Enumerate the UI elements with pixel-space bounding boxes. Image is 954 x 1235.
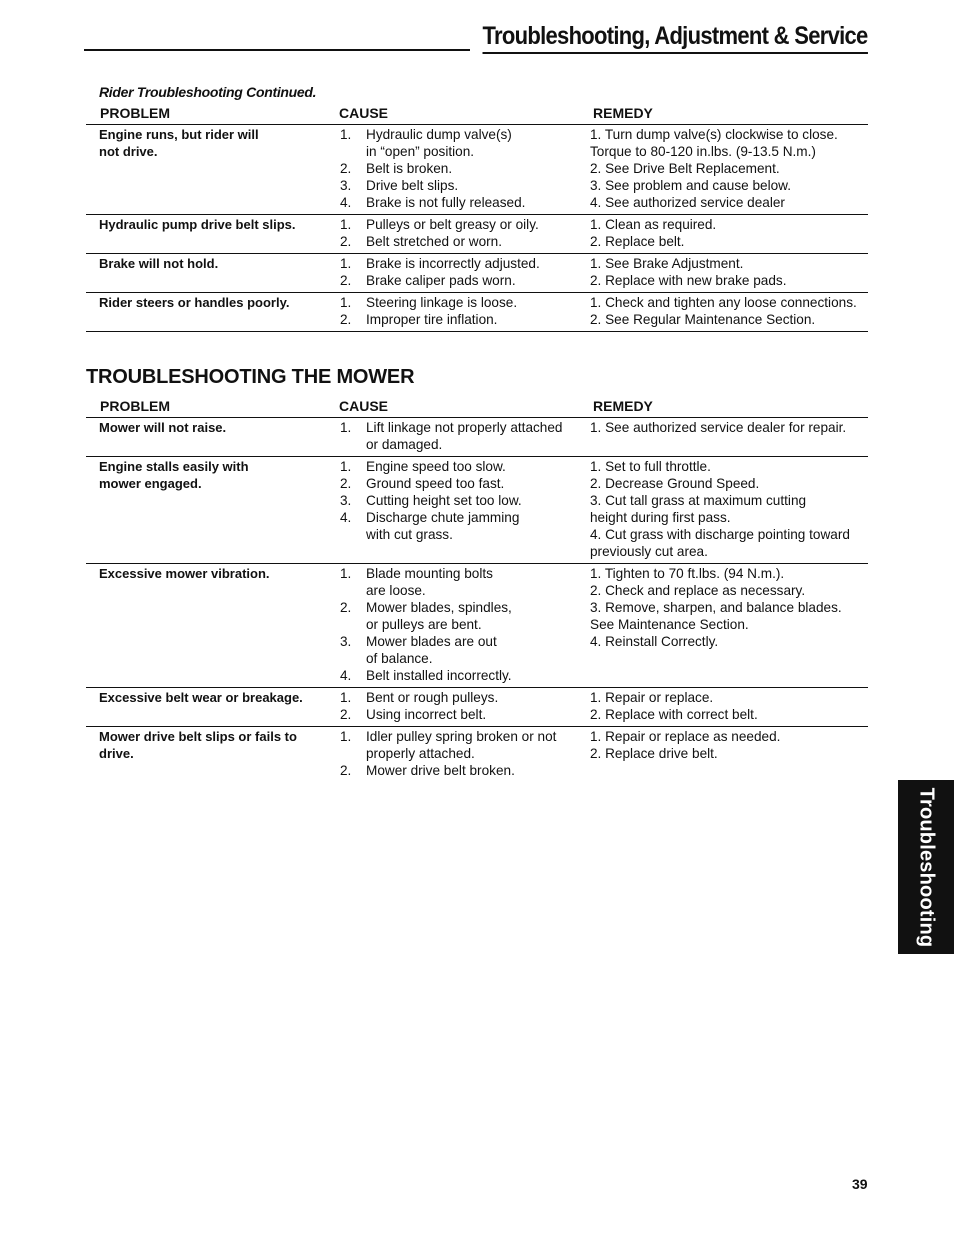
cause-text: Bent or rough pulleys. [366,690,499,705]
cause-number: 3. [340,634,352,649]
cause-number: 1. [340,459,352,474]
cause-number: 1. [340,690,352,705]
cause-text: Mower drive belt broken. [366,763,515,778]
side-tab-label: Troubleshooting [915,787,938,947]
rider-section-caption: Rider Troubleshooting Continued. [99,84,317,100]
remedy-item: 3. Remove, sharpen, and balance blades. See Maintenance Section. [590,600,842,632]
page-title: Troubleshooting, Adjustment & Service [483,22,868,54]
cause-cell [340,255,590,289]
cause-number: 1. [340,420,352,435]
remedy-cell [590,255,868,289]
remedy-cell [590,294,868,328]
cause-item [340,633,590,667]
cause-text: Hydraulic dump valve(s) in “open” position. [366,127,512,159]
cause-number: 1. [340,295,352,310]
cause-number: 1. [340,729,352,744]
table-row [86,688,868,727]
cause-item [340,216,590,233]
cause-cell [340,458,590,543]
cause-text: Improper tire inflation. [366,312,498,327]
cause-number: 2. [340,763,352,778]
problem-cell: Excessive belt wear or breakage. [99,690,303,705]
cause-cell [340,216,590,250]
cause-number: 4. [340,668,352,683]
cause-item [340,255,590,272]
cause-number: 1. [340,127,352,142]
problem-cell: Rider steers or handles poorly. [99,295,290,310]
cause-text: Lift linkage not properly attached or damaged. [366,420,563,452]
problem-cell: Engine stalls easily with mower engaged. [99,459,249,491]
cause-number: 2. [340,273,352,288]
remedy-item: 1. Set to full throttle. [590,459,711,474]
cause-text: Idler pulley spring broken or not properly attached. [366,729,557,761]
table-row [86,457,868,564]
remedy-item: 1. Tighten to 70 ft.lbs. (94 N.m.). [590,566,785,581]
column-header-cause: CAUSE [339,398,389,414]
cause-cell [340,728,590,779]
table-row [86,254,868,293]
cause-item [340,311,590,328]
remedy-cell [590,419,868,436]
remedy-item: 1. See authorized service dealer for repair. [590,420,847,435]
remedy-item: 1. See Brake Adjustment. [590,256,744,271]
cause-item [340,419,590,453]
cause-cell [340,689,590,723]
remedy-cell [590,728,868,762]
cause-text: Ground speed too fast. [366,476,505,491]
cause-number: 2. [340,476,352,491]
cause-text: Brake caliper pads worn. [366,273,516,288]
cause-text: Belt installed incorrectly. [366,668,512,683]
remedy-item: 2. Replace drive belt. [590,746,718,761]
remedy-item: 4. Cut grass with discharge pointing toward previously cut area. [590,527,850,559]
remedy-cell [590,216,868,250]
remedy-item: 1. Repair or replace as needed. [590,729,781,744]
cause-item [340,667,590,684]
section-side-tab [898,780,954,954]
cause-text: Drive belt slips. [366,178,459,193]
cause-item [340,126,590,160]
remedy-item: 3. See problem and cause below. [590,178,792,193]
cause-number: 2. [340,707,352,722]
remedy-cell [590,689,868,723]
cause-item [340,272,590,289]
cause-number: 1. [340,217,352,232]
table-row [86,418,868,457]
cause-text: Using incorrect belt. [366,707,487,722]
cause-text: Pulleys or belt greasy or oily. [366,217,539,232]
remedy-item: 2. Replace with correct belt. [590,707,758,722]
cause-text: Blade mounting bolts are loose. [366,566,493,598]
cause-number: 1. [340,566,352,581]
remedy-cell [590,565,868,650]
remedy-item: 4. Reinstall Correctly. [590,634,719,649]
cause-item [340,509,590,543]
remedy-item: 1. Repair or replace. [590,690,714,705]
table-row [86,215,868,254]
remedy-item: 1. Check and tighten any loose connections. [590,295,857,310]
table-row [86,125,868,215]
table-body [86,418,868,782]
remedy-item: 4. See authorized service dealer [590,195,785,210]
cause-item [340,177,590,194]
remedy-item: 1. Clean as required. [590,217,717,232]
table-header [86,398,868,418]
cause-text: Brake is not fully released. [366,195,526,210]
remedy-item: 3. Cut tall grass at maximum cutting height during first pass. [590,493,807,525]
problem-cell: Mower drive belt slips or fails to drive. [99,729,297,761]
mower-section-title: TROUBLESHOOTING THE MOWER [86,366,415,388]
cause-number: 2. [340,312,352,327]
mower-troubleshooting-table [86,398,868,782]
cause-cell [340,419,590,453]
table-row [86,293,868,332]
remedy-item: 2. See Regular Maintenance Section. [590,312,816,327]
cause-text: Brake is incorrectly adjusted. [366,256,540,271]
header-rule [84,49,470,51]
column-header-cause: CAUSE [339,105,389,121]
problem-cell: Engine runs, but rider will not drive. [99,127,259,159]
cause-item [340,565,590,599]
cause-item [340,194,590,211]
cause-number: 3. [340,493,352,508]
column-header-problem: PROBLEM [100,398,170,414]
cause-text: Steering linkage is loose. [366,295,518,310]
problem-cell: Excessive mower vibration. [99,566,270,581]
column-header-problem: PROBLEM [100,105,170,121]
cause-number: 2. [340,234,352,249]
cause-cell [340,126,590,211]
remedy-item: 2. Replace belt. [590,234,685,249]
cause-text: Mower blades, spindles, or pulleys are bent. [366,600,512,632]
column-header-remedy: REMEDY [593,398,653,414]
rider-troubleshooting-table [86,105,868,332]
cause-item [340,160,590,177]
remedy-item: 1. Turn dump valve(s) clockwise to close. Torque to 80-120 in.lbs. (9-13.5 N.m.) [590,127,838,159]
cause-item [340,728,590,762]
remedy-cell [590,458,868,560]
page-number: 39 [852,1176,868,1192]
cause-text: Belt stretched or worn. [366,234,502,249]
cause-number: 4. [340,510,352,525]
cause-item [340,475,590,492]
remedy-item: 2. Decrease Ground Speed. [590,476,760,491]
remedy-item: 2. Check and replace as necessary. [590,583,806,598]
cause-item [340,706,590,723]
table-header [86,105,868,125]
cause-number: 3. [340,178,352,193]
cause-item [340,294,590,311]
problem-cell: Brake will not hold. [99,256,219,271]
cause-text: Cutting height set too low. [366,493,522,508]
column-header-remedy: REMEDY [593,105,653,121]
table-row [86,727,868,782]
cause-cell [340,565,590,684]
cause-number: 1. [340,256,352,271]
cause-item [340,762,590,779]
remedy-cell [590,126,868,211]
cause-item [340,458,590,475]
cause-item [340,233,590,250]
cause-item [340,492,590,509]
cause-text: Mower blades are out of balance. [366,634,497,666]
cause-number: 2. [340,161,352,176]
problem-cell: Mower will not raise. [99,420,227,435]
cause-number: 4. [340,195,352,210]
remedy-item: 2. See Drive Belt Replacement. [590,161,780,176]
table-body [86,125,868,332]
cause-number: 2. [340,600,352,615]
cause-item [340,689,590,706]
table-row [86,564,868,688]
cause-item [340,599,590,633]
cause-text: Engine speed too slow. [366,459,506,474]
cause-cell [340,294,590,328]
cause-text: Belt is broken. [366,161,453,176]
problem-cell: Hydraulic pump drive belt slips. [99,217,296,232]
cause-text: Discharge chute jamming with cut grass. [366,510,520,542]
remedy-item: 2. Replace with new brake pads. [590,273,787,288]
